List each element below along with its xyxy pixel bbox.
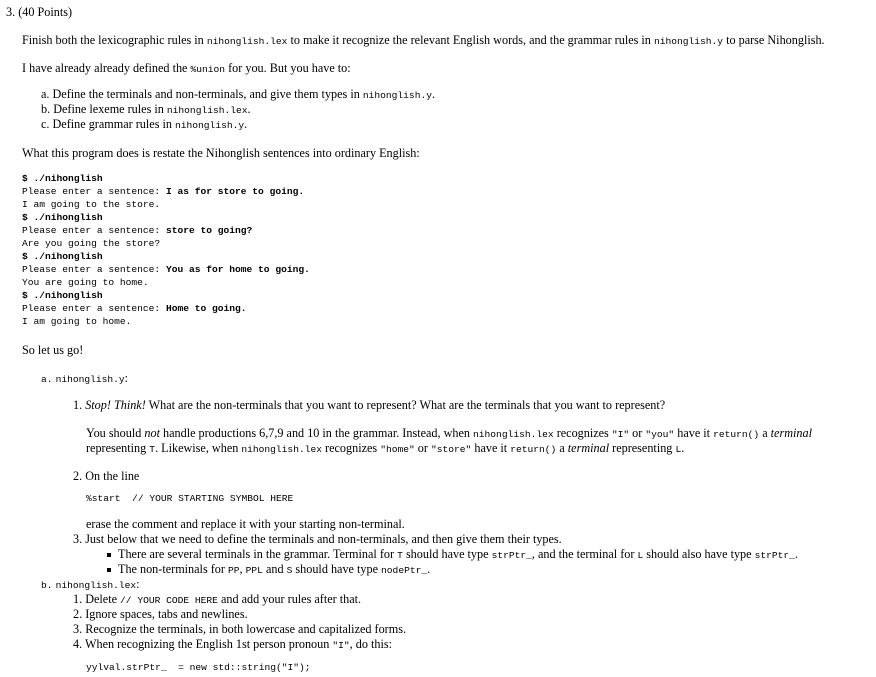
note-text: You should [86, 426, 142, 440]
user-input: I as for store to going. [165, 186, 305, 197]
return-code: return() [510, 444, 557, 455]
part-b-item-4 [73, 637, 392, 652]
item-number: 2. [73, 469, 83, 483]
todo-item-a [41, 87, 435, 102]
part-label: b. [41, 580, 53, 591]
intro-text: to make it recognize the relevant English words, and the grammar rules in [290, 33, 651, 47]
part-b-item-3 [73, 622, 406, 637]
item-1-note-line1 [86, 426, 812, 441]
note-text: . Likewise, when [155, 441, 239, 455]
shell-command: $ ./nihonglish [22, 173, 103, 184]
item-text: On the line [85, 469, 140, 483]
colon: : [136, 577, 140, 591]
prompt-text: Please enter a sentence: [22, 225, 166, 236]
bullet-marker [107, 553, 111, 557]
item-number: 3. [73, 532, 83, 546]
note-text: have it [677, 426, 711, 440]
item-text: Delete [85, 592, 117, 606]
item-text: When recognizing the English 1st person pronoun [84, 637, 330, 651]
note-text: or [417, 441, 428, 455]
todo-label: b. Define lexeme rules in [41, 102, 164, 116]
note-text: . [681, 441, 685, 455]
lex-filename: nihonglish.lex [473, 429, 554, 440]
todo-label: c. Define grammar rules in [41, 117, 172, 131]
type-nodeptr: nodePtr_ [381, 565, 428, 576]
part-b-item-2 [73, 607, 248, 622]
program-output: You are going to home. [22, 277, 149, 288]
todo-code: nihonglish.y [362, 90, 432, 101]
part-a-heading [41, 371, 128, 386]
yylval-code: yylval.strPtr_ = new std::string("I"); [86, 662, 311, 673]
part-b-heading [41, 577, 140, 592]
user-input: Home to going. [165, 303, 247, 314]
intro-text: for you. But you have to: [228, 61, 351, 75]
item-text: Recognize the terminals, in both lowercase and capitalized forms. [85, 622, 407, 636]
union-paragraph [22, 61, 351, 76]
bullet-text: The non-terminals for [118, 562, 225, 576]
nonterminal-ppl: PPL [245, 565, 263, 576]
token-I: "I" [611, 429, 630, 440]
note-text: recognizes [325, 441, 378, 455]
part-a-item-1 [73, 398, 665, 413]
prompt-text: Please enter a sentence: [22, 186, 166, 197]
note-text: recognizes [556, 426, 609, 440]
bullet-marker [107, 568, 111, 572]
type-strptr: strPtr_ [754, 550, 795, 561]
terminal-L: L [637, 550, 644, 561]
bullet-text: , and the terminal for [531, 547, 635, 561]
lex-filename: nihonglish.lex [241, 444, 322, 455]
intro-text: to parse Nihonglish. [726, 33, 825, 47]
bullet-terminals [118, 547, 798, 562]
shell-command: $ ./nihonglish [22, 212, 103, 223]
prompt-text: Please enter a sentence: [22, 264, 166, 275]
note-text: representing [86, 441, 147, 455]
bullet-text: . [794, 547, 798, 561]
question-heading: 3. (40 Points) [6, 5, 73, 19]
intro-paragraph [22, 33, 825, 48]
return-code: return() [713, 429, 760, 440]
prompt-text: Please enter a sentence: [22, 303, 166, 314]
y-filename: nihonglish.y [653, 36, 724, 47]
token-you: "you" [645, 429, 675, 440]
intro-text: Finish both the lexicographic rules in [22, 33, 204, 47]
program-output: I am going to home. [22, 316, 132, 327]
union-code: %union [190, 64, 226, 75]
note-text: representing [612, 441, 673, 455]
item-number: 1. [73, 398, 83, 412]
intro-text: I have already already defined the [22, 61, 188, 75]
colon: : [124, 371, 129, 385]
todo-tail: . [244, 117, 248, 131]
shell-command: $ ./nihonglish [22, 290, 103, 301]
emphasis-not: not [144, 426, 160, 440]
terminal-L: L [675, 444, 682, 455]
emphasis-terminal: terminal [770, 426, 812, 440]
emphasis-terminal: terminal [567, 441, 610, 455]
part-a-item-2 [73, 469, 139, 484]
part-b-item-1 [73, 592, 361, 607]
stop-think: Stop! Think! [85, 398, 146, 412]
todo-tail: . [431, 87, 436, 101]
nonterminal-pp: PP [228, 565, 240, 576]
token-store: "store" [430, 444, 472, 455]
nonterminal-s: S [286, 565, 293, 576]
token-home: "home" [380, 444, 415, 455]
part-a-item-3 [73, 532, 562, 547]
todo-item-b [41, 102, 251, 117]
note-text: have it [474, 441, 508, 455]
terminal-T: T [397, 550, 403, 561]
todo-code: nihonglish.y [175, 120, 245, 131]
item-1-note-line2 [86, 441, 684, 456]
bullet-text: should also have type [646, 547, 752, 561]
todo-label: a. Define the terminals and non-terminals, and give them types in [41, 87, 360, 101]
todo-tail: . [247, 102, 251, 116]
token-I: "I" [332, 640, 350, 651]
part-label: a. [41, 374, 53, 385]
code-comment: // YOUR CODE HERE [120, 595, 218, 606]
note-text: a [762, 426, 768, 440]
item-number: 3. [73, 622, 83, 636]
lex-filename: nihonglish.lex [206, 36, 288, 47]
todo-code: nihonglish.lex [166, 105, 248, 116]
item-number: 2. [73, 607, 83, 621]
terminal-T: T [149, 444, 156, 455]
item-text: Just below that we need to define the terminals and non-terminals, and then give them their types. [85, 532, 562, 546]
item-text: Ignore spaces, tabs and newlines. [85, 607, 248, 621]
note-text: or [632, 426, 643, 440]
note-text: a [559, 441, 565, 455]
terminal-session [22, 172, 310, 328]
bullet-text: , [239, 562, 243, 576]
bullet-text: should have type [295, 562, 378, 576]
bullet-text: There are several terminals in the grammar. Terminal for [118, 547, 395, 561]
program-output: I am going to the store. [22, 199, 161, 210]
item-number: 4. [73, 637, 83, 651]
lex-filename: nihonglish.lex [55, 580, 137, 591]
todo-item-c [41, 117, 247, 132]
y-filename: nihonglish.y [55, 374, 125, 385]
item-text: , do this: [349, 637, 392, 651]
bullet-text: and [265, 562, 284, 576]
bullet-text: should have type [405, 547, 489, 561]
user-input: store to going? [165, 225, 253, 236]
erase-instruction: erase the comment and replace it with your starting non-terminal. [86, 517, 405, 531]
program-output: Are you going the store? [22, 238, 161, 249]
lets-go: So let us go! [22, 343, 84, 357]
shell-command: $ ./nihonglish [22, 251, 103, 262]
program-description: What this program does is restate the Nihonglish sentences into ordinary English: [22, 146, 420, 160]
start-line-code: %start // YOUR STARTING SYMBOL HERE [86, 493, 294, 504]
type-strptr: strPtr_ [491, 550, 532, 561]
item-text: and add your rules after that. [220, 592, 362, 606]
user-input: You as for home to going. [165, 264, 310, 275]
bullet-nonterminals [118, 562, 430, 577]
bullet-text: . [427, 562, 431, 576]
note-text: handle productions 6,7,9 and 10 in the grammar. Instead, when [163, 426, 470, 440]
item-number: 1. [73, 592, 83, 606]
item-text: What are the non-terminals that you want to represent? What are the terminals that you want to represent? [148, 398, 666, 412]
